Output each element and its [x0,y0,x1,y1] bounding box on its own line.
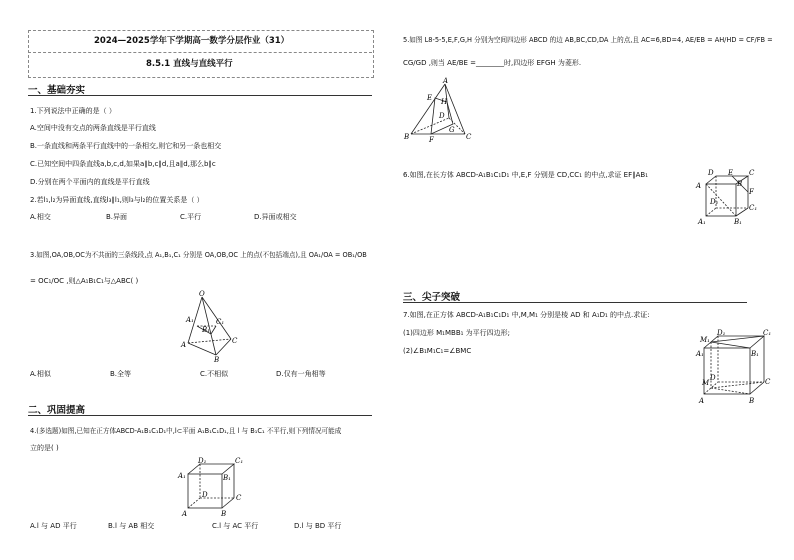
q2-option-b: B.异面 [106,213,128,221]
q3-option-a: A.相似 [30,370,51,378]
q6-stem: 6.如图,在长方体 ABCD-A₁B₁C₁D₁ 中,E,F 分别是 CD,CC₁ 的中点,求证 EF∥AB₁ [403,171,649,179]
q1-option-b: B.一条直线和两条平行直线中的一条相交,则它和另一条也相交 [30,142,222,150]
page-subtitle: 8.5.1 直线与直线平行 [146,59,233,69]
page-title: 2024—2025学年下学期高一数学分层作业（31） [94,36,290,46]
q3-label-b: B [214,356,220,364]
q7-label-b: B [749,397,755,405]
q7-part2: (2)∠B₁M₁C₁=∠BMC [403,347,472,355]
q3-option-b: B.全等 [110,370,132,378]
q7-label-b1: B₁ [751,350,759,358]
section-rule-1 [28,95,372,96]
q5-label-c: C [466,133,472,141]
q4-option-b: B.l 与 AB 相交 [108,522,155,530]
q4-label-b1: B₁ [223,474,231,482]
q5-label-g: G [449,126,455,134]
q3-stem-line2: = OC₁/OC ,则△A₁B₁C₁与△ABC( ) [30,277,139,285]
q4-stem-line1: 4.(多选题)如图,已知在正方体ABCD-A₁B₁C₁D₁中,l⊂平面 A₁B₁C₁D₁,且 l 与 B₁C₁ 不平行,则下列情况可能成 [30,427,342,435]
q6-label-c: C [749,169,755,177]
q4-label-d1: D₁ [198,457,207,465]
q2-stem: 2.若l₁,l₂为异面直线,直线l₃∥l₁,则l₃与l₂的位置关系是（ ） [30,196,204,204]
section-heading-2: 二、巩固提高 [28,405,86,416]
q1-option-a: A.空间中没有交点的两条直线是平行直线 [30,124,156,132]
q6-label-d1: D₁ [710,198,719,206]
q3-label-c1: C₁ [216,318,225,326]
q4-option-c: C.l 与 AC 平行 [212,522,259,530]
section-heading-3: 三、尖子突破 [403,292,461,303]
q3-label-c: C [232,337,238,345]
q7-label-a1: A₁ [696,350,704,358]
q6-label-b1: B₁ [734,218,742,226]
q5-label-a: A [443,77,449,85]
q4-label-a: A [182,510,188,518]
q7-cube-figure [696,330,772,408]
q2-option-c: C.平行 [180,213,202,221]
q7-label-m: M [702,379,710,387]
q7-label-c: C [765,378,771,386]
q6-label-c1: C₁ [749,204,758,212]
q5-label-e: E [427,94,433,102]
q4-option-a: A.l 与 AD 平行 [30,522,77,530]
q4-cube-figure [178,458,248,520]
q4-label-b: B [221,510,227,518]
section-rule-2 [28,415,372,416]
q4-option-d: D.l 与 BD 平行 [294,522,342,530]
q3-label-b1: B₁ [202,326,210,334]
q7-part1: (1)四边形 M₁MBB₁ 为平行四边形; [403,329,511,337]
q4-label-c1: C₁ [235,457,244,465]
q6-label-d: D [708,169,714,177]
q3-option-d: D.仅有一角相等 [276,370,326,378]
q4-label-a1: A₁ [178,472,186,480]
q4-label-d: D [202,491,208,499]
q7-label-d: D [710,374,716,382]
q6-label-f: F [749,188,754,196]
q7-stem: 7.如图,在正方体 ABCD-A₁B₁C₁D₁ 中,M,M₁ 分别是棱 AD 和 A₁D₁ 的中点.求证: [403,311,650,319]
q5-stem-line2: CG/GD ,则当 AE/BE =________时,四边形 EFGH 为菱形. [403,59,582,67]
q3-label-a: A [181,341,187,349]
q5-label-b: B [404,133,410,141]
q7-label-d1: D₁ [717,329,726,337]
q1-option-c: C.已知空间中四条直线a,b,c,d,如果a∥b,c∥d,且a∥d,那么b∥c [30,160,216,168]
q3-label-o: O [199,290,205,298]
q7-label-c1: C₁ [763,329,772,337]
section-rule-3 [403,302,747,303]
q7-label-a: A [699,397,705,405]
q5-label-f: F [429,136,434,144]
q2-option-a: A.相交 [30,213,51,221]
q7-label-m1: M₁ [700,336,710,344]
q1-option-d: D.分别在两个平面内的直线是平行直线 [30,178,150,186]
q5-tetrahedron-figure [403,78,478,146]
q3-option-c: C.不相似 [200,370,229,378]
q6-label-a: A [696,182,702,190]
q3-stem-line1: 3.如图,OA,OB,OC为不共面的三条线段,点 A₁,B₁,C₁ 分别是 OA,OB,OC 上的点(不包括端点),且 OA₁/OA = OB₁/OB [30,251,367,259]
q6-cuboid-figure [696,170,766,225]
q3-label-a1: A₁ [186,316,194,324]
header-divider [28,52,372,53]
q4-stem-line2: 立的是( ) [30,444,59,452]
q5-label-h: H [441,98,448,106]
q6-label-b: B [737,180,743,188]
q3-pyramid-figure [180,290,240,364]
section-heading-1: 一、基础夯实 [28,85,86,96]
q2-option-d: D.异面或相交 [254,213,297,221]
q6-label-e: E [728,169,734,177]
q4-label-c: C [236,494,242,502]
q5-label-d: D [439,112,445,120]
q5-stem-line1: 5.如图 L8-5-5,E,F,G,H 分别为空间四边形 ABCD 的边 AB,BC,CD,DA 上的点,且 AC=6,BD=4, AE/EB = AH/HD = CF/FB = [403,36,773,44]
q1-stem: 1.下列说法中正确的是（ ） [30,107,116,115]
q6-label-a1: A₁ [698,218,706,226]
